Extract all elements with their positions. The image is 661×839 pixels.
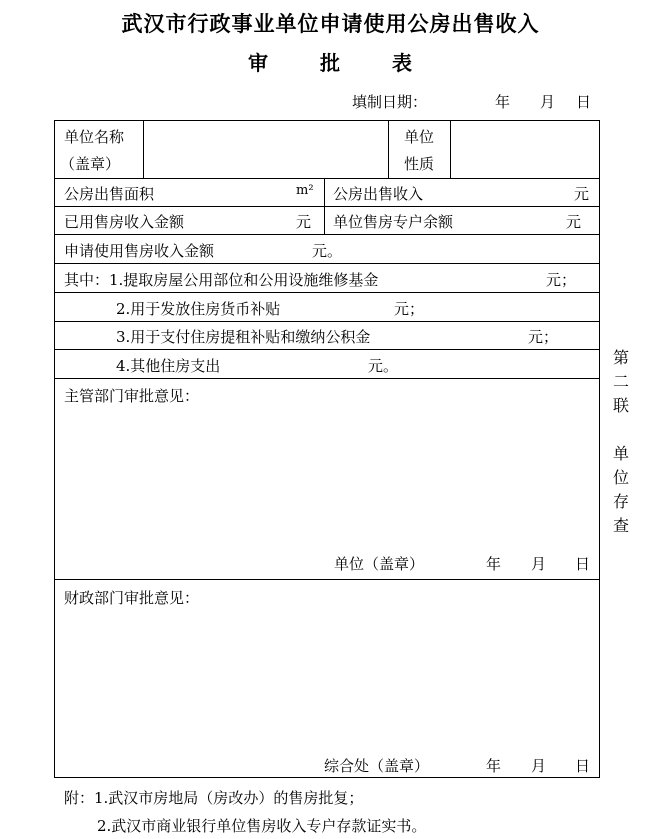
- income-unit: 元: [574, 185, 590, 203]
- dept-day: 日: [575, 555, 591, 573]
- finance-opinion-label: 财政部门审批意见：: [64, 589, 200, 607]
- finance-opinion-field[interactable]: [56, 607, 598, 747]
- side-note-char: 存: [612, 492, 629, 511]
- finance-year: 年: [486, 757, 502, 775]
- row-divider: [54, 579, 600, 580]
- row-divider: [54, 234, 600, 235]
- form-title: 武汉市行政事业单位申请使用公房出售收入: [121, 11, 540, 36]
- apply-amount-unit: 元。: [312, 242, 343, 260]
- used-income-label: 已用售房收入金额: [64, 213, 185, 231]
- dept-opinion-label: 主管部门审批意见：: [64, 387, 200, 405]
- col-divider: [324, 178, 325, 234]
- item-4-unit: 元。: [368, 357, 399, 375]
- row-divider: [54, 263, 600, 264]
- table-border-top: [54, 120, 600, 121]
- subtitle-char-2: 批: [320, 51, 340, 75]
- unit-nature-label: 单位: [404, 128, 435, 146]
- col-divider: [450, 120, 451, 178]
- dept-opinion-field[interactable]: [56, 405, 598, 545]
- unit-nature-label-2: 性质: [404, 155, 435, 173]
- apply-amount-label: 申请使用售房收入金额: [64, 242, 215, 260]
- fill-date-month: 月: [540, 93, 556, 111]
- finance-seal-label: 综合处（盖章）: [324, 757, 430, 775]
- unit-name-seal-label: （盖章）: [60, 155, 121, 173]
- side-note-purpose: [611, 442, 631, 538]
- col-divider: [143, 120, 144, 178]
- table-border-right: [599, 120, 600, 778]
- item-4-label: 4.其他住房支出: [116, 357, 221, 375]
- public-house-area-label: 公房出售面积: [64, 185, 155, 203]
- attachment-2: 2.武汉市商业银行单位售房收入专户存款证实书。: [97, 817, 427, 835]
- item-2-unit: 元；: [394, 300, 425, 318]
- balance-unit: 元: [566, 213, 582, 231]
- finance-month: 月: [531, 757, 547, 775]
- side-note-char: 联: [612, 396, 629, 415]
- side-note-copy-number: [611, 346, 631, 418]
- row-divider: [54, 321, 600, 322]
- side-note-char: 位: [612, 468, 629, 487]
- row-divider: [54, 178, 600, 179]
- dept-year: 年: [486, 555, 502, 573]
- dept-month: 月: [531, 555, 547, 573]
- fill-date-day: 日: [576, 93, 592, 111]
- dept-seal-label: 单位（盖章）: [334, 555, 425, 573]
- row-divider: [54, 206, 600, 207]
- table-border-left: [54, 120, 55, 778]
- item-1-label: 其中：1.提取房屋公用部位和公用设施维修基金: [64, 271, 379, 289]
- col-divider: [388, 120, 389, 178]
- subtitle-char-1: 审: [248, 51, 268, 75]
- item-1-unit: 元；: [546, 271, 577, 289]
- side-note-char: 查: [612, 516, 629, 535]
- finance-day: 日: [575, 757, 591, 775]
- table-border-bottom: [54, 777, 600, 778]
- used-income-unit: 元: [296, 213, 312, 231]
- unit-nature-field[interactable]: [452, 122, 597, 176]
- unit-name-label: 单位名称: [64, 128, 125, 146]
- side-note-char: 二: [612, 372, 629, 391]
- side-note-char: 单: [612, 444, 629, 463]
- form-subtitle: [248, 47, 412, 76]
- row-divider: [54, 292, 600, 293]
- attachment-1: 附：1.武汉市房地局（房改办）的售房批复；: [64, 789, 364, 807]
- special-balance-label: 单位售房专户余额: [333, 213, 454, 231]
- item-3-unit: 元；: [528, 328, 559, 346]
- fill-date-year: 年: [495, 93, 511, 111]
- public-house-income-label: 公房出售收入: [333, 185, 424, 203]
- row-divider: [54, 349, 600, 350]
- unit-name-field[interactable]: [145, 122, 386, 176]
- area-unit: m²: [296, 183, 314, 198]
- fill-date-label: 填制日期：: [352, 93, 428, 111]
- side-note-char: 第: [612, 348, 629, 367]
- row-divider: [54, 378, 600, 379]
- subtitle-char-3: 表: [392, 51, 412, 75]
- item-3-label: 3.用于支付住房提租补贴和缴纳公积金: [116, 328, 371, 346]
- item-2-label: 2.用于发放住房货币补贴: [116, 300, 281, 318]
